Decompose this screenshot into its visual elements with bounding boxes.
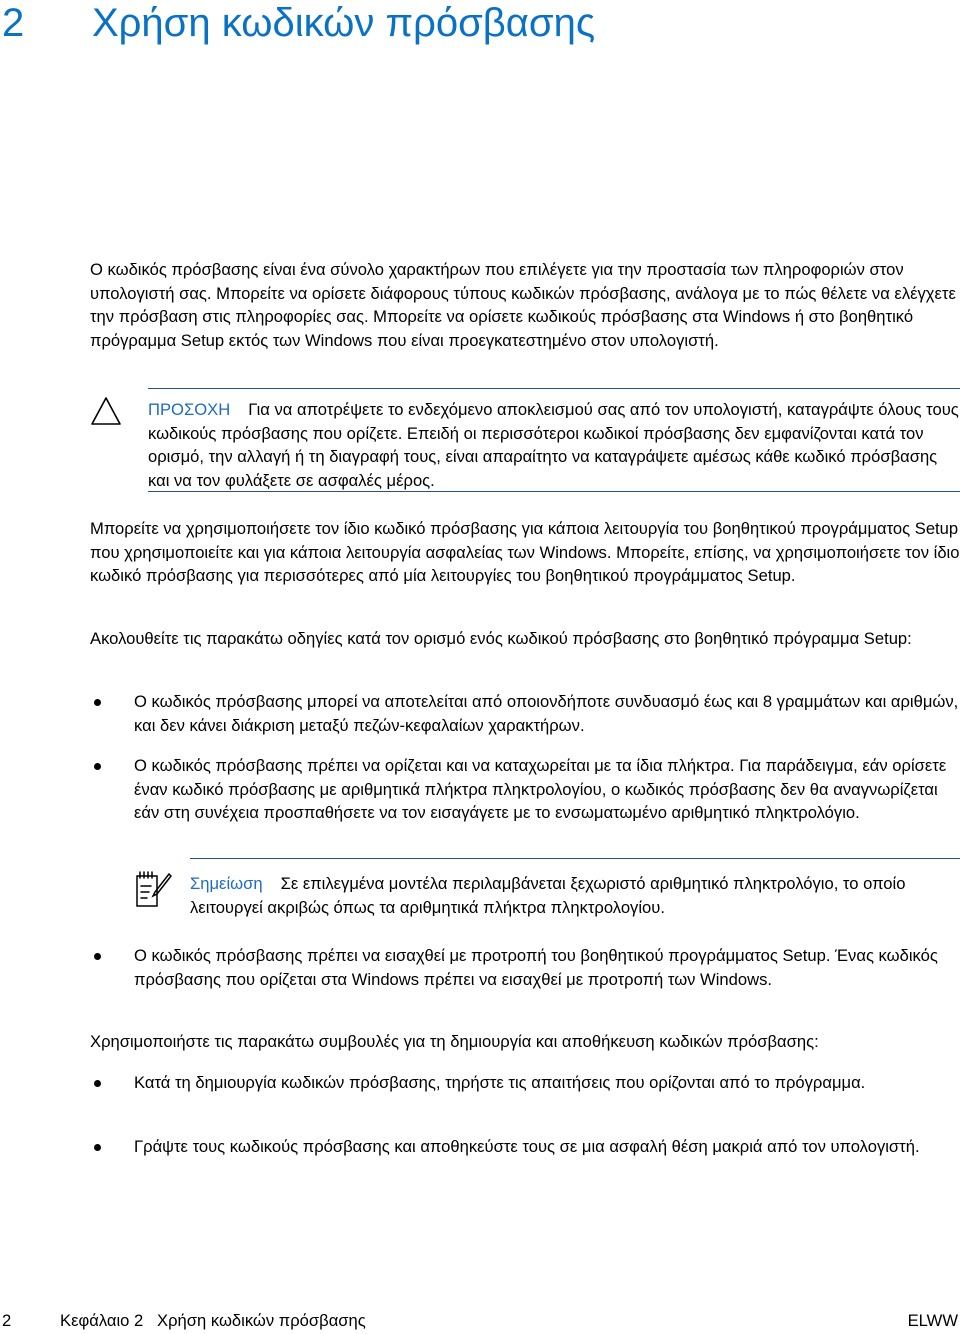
warning-triangle-icon <box>90 396 122 426</box>
bullet-icon <box>94 953 101 960</box>
footer-brand: ELWW <box>907 1311 958 1330</box>
paragraph-setup-guidelines: Ακολουθείτε τις παρακάτω οδηγίες κατά τον ορισμό ενός κωδικού πρόσβασης στο βοηθητικό πρόγραμμα Setup: <box>90 629 912 648</box>
note-top-rule <box>190 858 960 859</box>
caution-bottom-rule <box>148 491 960 492</box>
list-item-text: Ο κωδικός πρόσβασης μπορεί να αποτελείται από οποιονδήποτε συνδυασμό έως και 8 γραμμάτων και αριθμών, και δεν κάνει διάκριση μεταξύ πεζών-κεφαλαίων χαρακτήρων. <box>134 692 959 735</box>
chapter-number: 2 <box>2 1 25 45</box>
caution-top-rule <box>148 388 960 389</box>
chapter-title: Χρήση κωδικών πρόσβασης <box>92 1 596 45</box>
note-pencil-icon <box>133 866 173 910</box>
bullet-icon <box>94 1080 101 1087</box>
paragraph-same-password: Μπορείτε να χρησιμοποιήσετε τον ίδιο κωδικό πρόσβασης για κάποια λειτουργία του βοηθητικού προγράμματος Setup που χρησιμοποιείτε και για κάποια λειτουργία ασφαλείας των Windows. Μπορείτε, επίσης, να χρησιμοποιήσετε τον ίδιο κωδικό πρόσβασης για περισσότερες από μία λειτουργίες του βοηθητικού προγράμματος Setup. <box>90 519 960 585</box>
note-text: Σε επιλεγμένα μοντέλα περιλαμβάνεται ξεχωριστό αριθμητικό πληκτρολόγιο, το οποίο λειτουργεί ακριβώς όπως τα αριθμητικά πλήκτρα πληκτρολογίου. <box>190 874 906 917</box>
list-item-text: Κατά τη δημιουργία κωδικών πρόσβασης, τηρήστε τις απαιτήσεις που ορίζονται από το πρόγραμμα. <box>134 1073 866 1092</box>
list-item-text: Ο κωδικός πρόσβασης πρέπει να ορίζεται και να καταχωρείται με τα ίδια πλήκτρα. Για παράδειγμα, εάν ορίσετε έναν κωδικό πρόσβασης με αριθμητικά πλήκτρα πληκτρολογίου, ο κωδικός πρόσβασης δεν θα αναγνωρίζεται εάν στη συνέχεια προσπαθήσετε να τον εισαγάγετε με το ενσωματωμένο αριθμητικό πληκτρολόγιο. <box>134 756 947 822</box>
list-item-text: Ο κωδικός πρόσβασης πρέπει να εισαχθεί με προτροπή του βοηθητικού προγράμματος Setup. Ένας κωδικός πρόσβασης που ορίζεται στα Windows πρέπει να εισαχθεί με προτροπή των Windows. <box>134 946 938 989</box>
bullet-icon <box>94 763 101 770</box>
footer-page-number: 2 <box>2 1311 12 1330</box>
intro-paragraph: Ο κωδικός πρόσβασης είναι ένα σύνολο χαρακτήρων που επιλέγετε για την προστασία των πληροφοριών στον υπολογιστή σας. Μπορείτε να ορίσετε διάφορους τύπους κωδικών πρόσβασης, ανάλογα με το πώς θέλετε να ελέγχετε την πρόσβαση στις πληροφορίες σας. Μπορείτε να ορίσετε κωδικούς πρόσβασης στα Windows ή στο βοηθητικό πρόγραμμα Setup εκτός των Windows που είναι προεγκατεστημένο στον υπολογιστή. <box>90 260 956 350</box>
bullet-icon <box>94 1144 101 1151</box>
caution-text: Για να αποτρέψετε το ενδεχόμενο αποκλεισμού σας από τον υπολογιστή, καταγράψτε όλους τους κωδικούς πρόσβασης που ορίζετε. Επειδή οι περισσότεροι κωδικοί πρόσβασης δεν εμφανίζονται κατά τον ορισμό, την αλλαγή ή τη διαγραφή τους, είναι απαραίτητο να καταγράψετε αμέσως κάθε κωδικό πρόσβασης και να τον φυλάξετε σε ασφαλές μέρος. <box>148 400 959 490</box>
caution-text-block <box>148 398 960 492</box>
list-item-text: Γράψτε τους κωδικούς πρόσβασης και αποθηκεύστε τους σε μια ασφαλή θέση μακριά από τον υπολογιστή. <box>134 1137 920 1156</box>
paragraph-tips-intro: Χρησιμοποιήστε τις παρακάτω συμβουλές για τη δημιουργία και αποθήκευση κωδικών πρόσβασης: <box>90 1032 819 1051</box>
footer-chapter: Κεφάλαιο 2 Χρήση κωδικών πρόσβασης <box>60 1311 366 1330</box>
page-footer <box>0 1310 960 1334</box>
page-title <box>0 0 595 46</box>
caution-label: ΠΡΟΣΟΧΗ <box>148 400 231 419</box>
bullet-icon <box>94 699 101 706</box>
note-text-block <box>190 872 960 919</box>
note-label: Σημείωση <box>190 874 263 893</box>
